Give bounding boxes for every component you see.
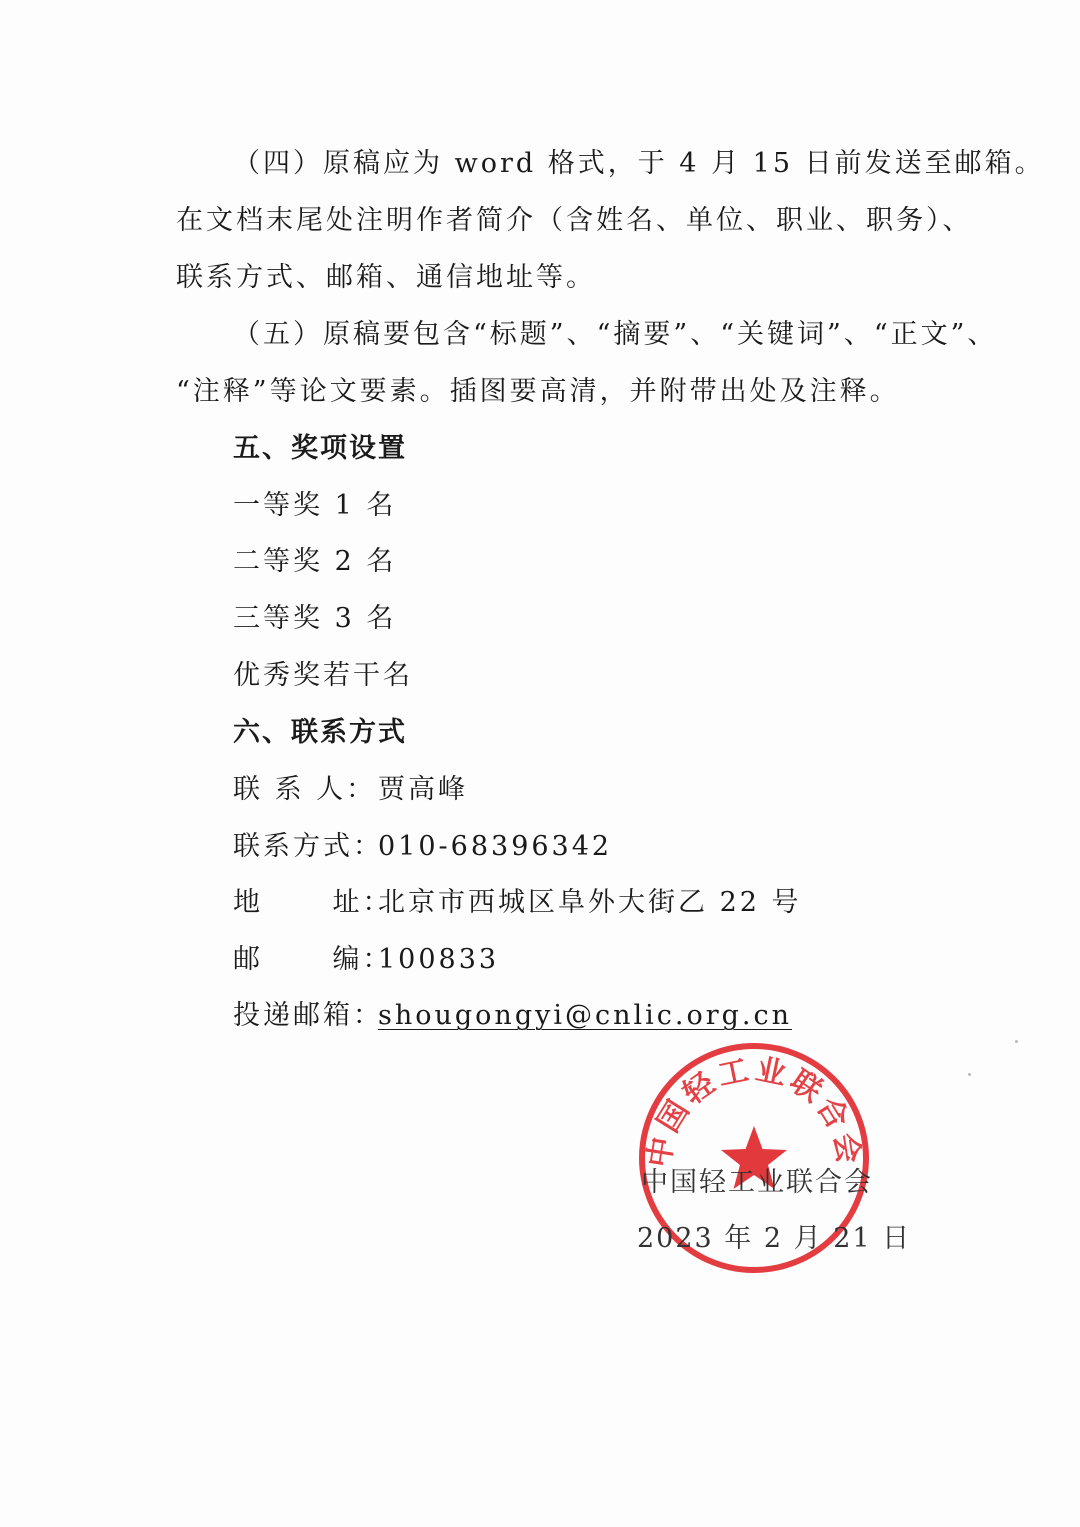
paragraph-4-line-3: 联系方式、邮箱、通信地址等。 <box>176 262 596 293</box>
contact-person-value: 贾高峰 <box>378 774 468 805</box>
paragraph-5-line-1: （五）原稿要包含“标题”、“摘要”、“关键词”、“正文”、 <box>233 319 998 350</box>
contact-email-label: 投递邮箱： <box>233 1000 383 1031</box>
signature-organization: 中国轻工业联合会 <box>641 1167 873 1198</box>
paragraph-4-line-1: （四）原稿应为 word 格式，于 4 月 15 日前发送至邮箱。 <box>233 148 1045 179</box>
contact-address-label: 地 址： <box>233 887 393 918</box>
seal-text: 中国轻工业联合会 <box>641 1052 867 1170</box>
paragraph-5-line-2: “注释”等论文要素。插图要高清，并附带出处及注释。 <box>176 376 900 407</box>
signature-date: 2023 年 2 月 21 日 <box>637 1223 912 1254</box>
contact-phone-label: 联系方式： <box>233 831 383 862</box>
award-item-excellence: 优秀奖若干名 <box>233 660 413 691</box>
scan-speck <box>968 1073 971 1076</box>
contact-person-label: 联 系 人： <box>233 774 377 805</box>
award-item-third: 三等奖 3 名 <box>233 603 397 634</box>
contact-email-link[interactable]: shougongyi@cnlic.org.cn <box>378 1000 793 1031</box>
contact-postcode-value: 100833 <box>378 944 500 975</box>
award-item-second: 二等奖 2 名 <box>233 546 397 577</box>
award-item-first: 一等奖 1 名 <box>233 490 397 521</box>
paragraph-4-line-2: 在文档末尾处注明作者简介（含姓名、单位、职业、职务）、 <box>176 205 973 236</box>
awards-heading: 五、奖项设置 <box>233 433 407 464</box>
contact-postcode-label: 邮 编： <box>233 944 393 975</box>
contact-phone-value: 010-68396342 <box>378 831 613 862</box>
contact-address-value: 北京市西城区阜外大街乙 22 号 <box>378 887 802 918</box>
scan-speck <box>1015 1040 1018 1043</box>
contact-heading: 六、联系方式 <box>233 717 407 748</box>
